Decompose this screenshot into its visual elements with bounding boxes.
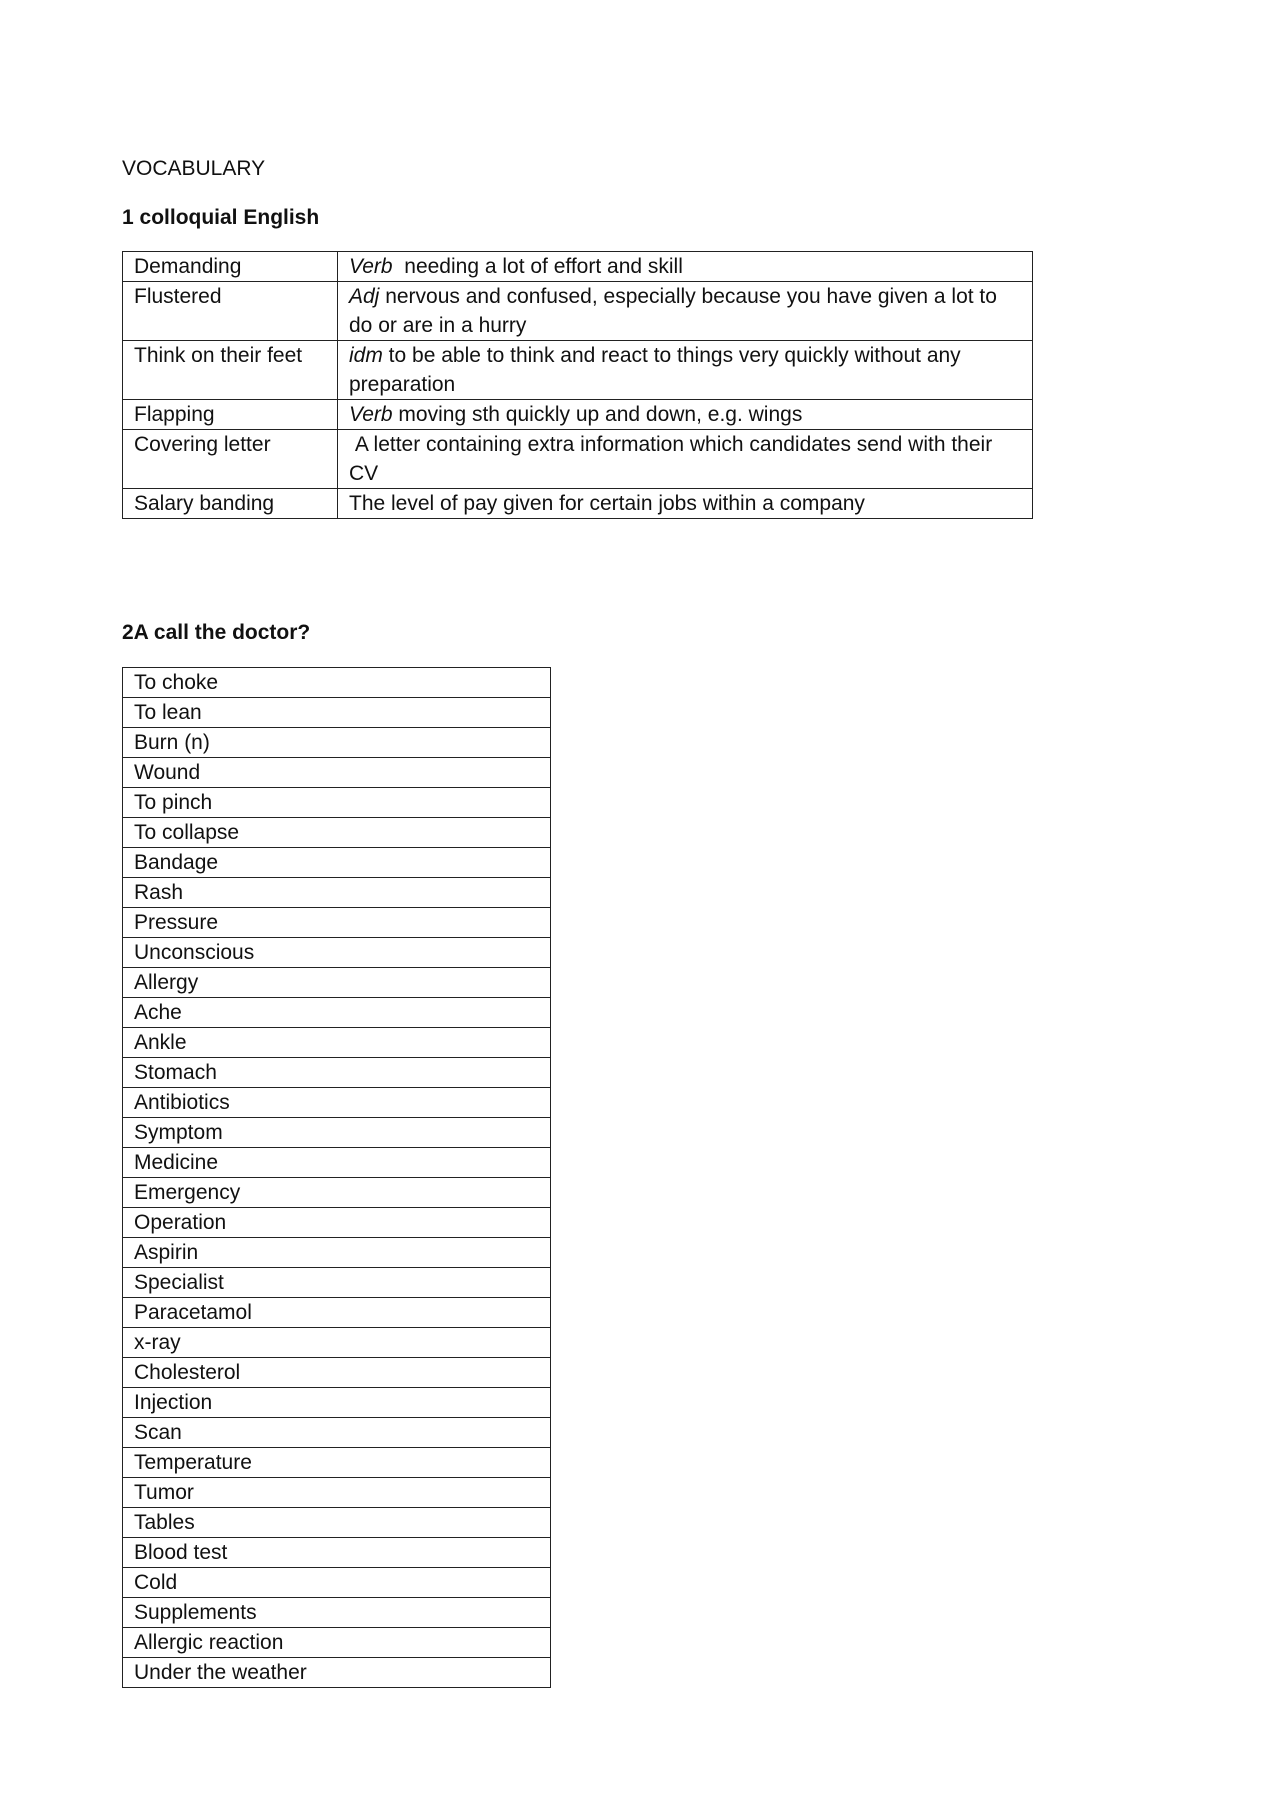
vocab-term: Covering letter — [123, 430, 338, 489]
medical-term: Unconscious — [123, 938, 551, 968]
part-of-speech: Verb — [349, 255, 393, 278]
table-row — [123, 1478, 551, 1508]
medical-term: Ache — [123, 998, 551, 1028]
medical-term: Wound — [123, 758, 551, 788]
vocab-definition — [338, 489, 1033, 519]
table-row — [123, 1268, 551, 1298]
medical-term: Rash — [123, 878, 551, 908]
section-1-heading: 1 colloquial English — [122, 206, 320, 229]
vocab-term: Flustered — [123, 282, 338, 341]
definition-text: moving sth quickly up and down, e.g. wings — [392, 403, 803, 426]
medical-vocabulary-table — [122, 667, 551, 1688]
medical-term: To pinch — [123, 788, 551, 818]
definition-text: needing a lot of effort and skill — [392, 255, 683, 278]
medical-term: Cold — [123, 1568, 551, 1598]
table-row — [123, 758, 551, 788]
table-row — [123, 1598, 551, 1628]
table-row — [123, 1508, 551, 1538]
medical-term: Burn (n) — [123, 728, 551, 758]
table-row — [123, 1358, 551, 1388]
medical-term: Injection — [123, 1388, 551, 1418]
table-row — [123, 908, 551, 938]
vocab-row — [123, 400, 1033, 430]
vocab-term: Salary banding — [123, 489, 338, 519]
table-row — [123, 968, 551, 998]
medical-term: To choke — [123, 668, 551, 698]
medical-term: Allergy — [123, 968, 551, 998]
definition-text: The level of pay given for certain jobs within a company — [349, 492, 865, 515]
medical-term: Scan — [123, 1418, 551, 1448]
document-title: VOCABULARY — [122, 157, 266, 180]
table-row — [123, 1298, 551, 1328]
vocab-term: Flapping — [123, 400, 338, 430]
table-row — [123, 1418, 551, 1448]
table-row — [123, 818, 551, 848]
medical-term: Paracetamol — [123, 1298, 551, 1328]
medical-term: Bandage — [123, 848, 551, 878]
vocab-definition — [338, 400, 1033, 430]
definition-text: nervous and confused, especially because you have given a lot to do or are in a hurry — [349, 285, 1003, 337]
medical-term: Operation — [123, 1208, 551, 1238]
table-row — [123, 1208, 551, 1238]
medical-term: Medicine — [123, 1148, 551, 1178]
medical-term: Tables — [123, 1508, 551, 1538]
colloquial-english-table — [122, 251, 1033, 519]
medical-term: Temperature — [123, 1448, 551, 1478]
table-row — [123, 878, 551, 908]
medical-term: Under the weather — [123, 1658, 551, 1688]
medical-term: Tumor — [123, 1478, 551, 1508]
medical-term: Antibiotics — [123, 1088, 551, 1118]
table-row — [123, 1148, 551, 1178]
table-row — [123, 1628, 551, 1658]
table-row — [123, 998, 551, 1028]
medical-term: Ankle — [123, 1028, 551, 1058]
medical-term: Specialist — [123, 1268, 551, 1298]
medical-term: Supplements — [123, 1598, 551, 1628]
table-row — [123, 1118, 551, 1148]
vocab-term: Think on their feet — [123, 341, 338, 400]
vocab-row — [123, 252, 1033, 282]
table-row — [123, 698, 551, 728]
table-row — [123, 1088, 551, 1118]
part-of-speech: Verb — [349, 403, 393, 426]
medical-term: Aspirin — [123, 1238, 551, 1268]
table-row — [123, 1178, 551, 1208]
table-row — [123, 1028, 551, 1058]
table-row — [123, 848, 551, 878]
medical-term: Blood test — [123, 1538, 551, 1568]
vocab-definition — [338, 282, 1033, 341]
medical-term: To lean — [123, 698, 551, 728]
table-row — [123, 1448, 551, 1478]
medical-term: Pressure — [123, 908, 551, 938]
table-row — [123, 1058, 551, 1088]
table-row — [123, 788, 551, 818]
medical-term: Cholesterol — [123, 1358, 551, 1388]
medical-term: Allergic reaction — [123, 1628, 551, 1658]
medical-term: x-ray — [123, 1328, 551, 1358]
definition-text: A letter containing extra information which candidates send with their CV — [349, 433, 999, 485]
medical-term: Symptom — [123, 1118, 551, 1148]
part-of-speech: idm — [349, 344, 383, 367]
table-row — [123, 1328, 551, 1358]
section-2-heading: 2A call the doctor? — [122, 621, 311, 644]
table-row — [123, 1388, 551, 1418]
vocab-definition — [338, 430, 1033, 489]
vocab-row — [123, 282, 1033, 341]
vocab-row — [123, 430, 1033, 489]
vocab-row — [123, 489, 1033, 519]
table-row — [123, 938, 551, 968]
vocab-definition — [338, 341, 1033, 400]
vocab-row — [123, 341, 1033, 400]
part-of-speech: Adj — [349, 285, 380, 308]
vocab-term: Demanding — [123, 252, 338, 282]
medical-term: Emergency — [123, 1178, 551, 1208]
medical-term: To collapse — [123, 818, 551, 848]
table-row — [123, 1658, 551, 1688]
table-row — [123, 1538, 551, 1568]
definition-text: to be able to think and react to things very quickly without any preparation — [349, 344, 967, 396]
table-row — [123, 668, 551, 698]
medical-term: Stomach — [123, 1058, 551, 1088]
table-row — [123, 1238, 551, 1268]
table-row — [123, 728, 551, 758]
vocab-definition — [338, 252, 1033, 282]
table-row — [123, 1568, 551, 1598]
